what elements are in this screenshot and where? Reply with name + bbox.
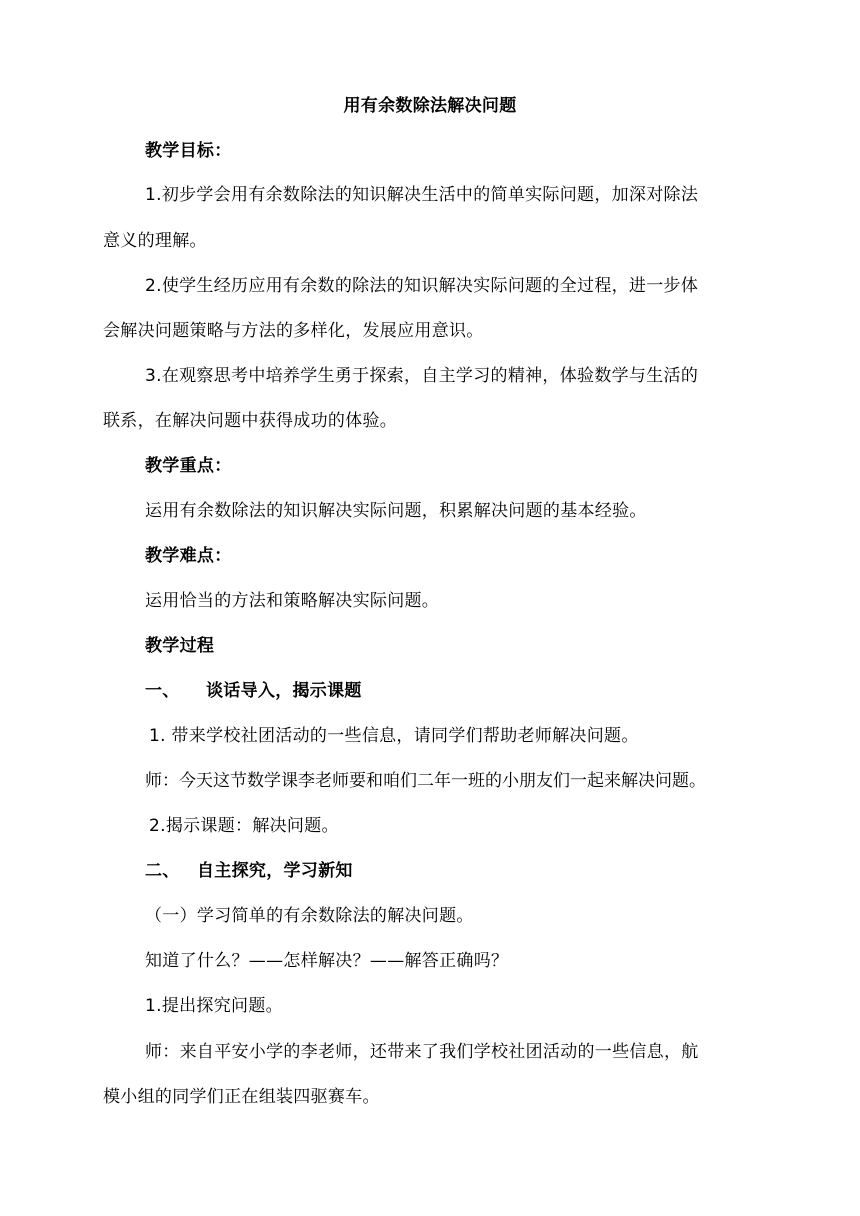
objective-1-line-2: 意义的理解。 xyxy=(103,231,207,251)
section-1-item-2: 2.揭示课题：解决问题。 xyxy=(149,816,339,836)
section-1-number: 一、 xyxy=(145,681,180,701)
difficulties-text: 运用恰当的方法和策略解决实际问题。 xyxy=(145,591,440,611)
objectives-heading: 教学目标： xyxy=(145,141,232,161)
document-title: 用有余数除法解决问题 xyxy=(343,96,517,116)
section-2-step-1: 1.提出探究问题。 xyxy=(145,996,283,1016)
section-1-title: 谈话导入，揭示课题 xyxy=(206,681,362,701)
process-heading: 教学过程 xyxy=(145,636,215,656)
objective-2-line-2: 会解决问题策略与方法的多样化，发展应用意识。 xyxy=(103,321,484,341)
section-2-title: 自主探究，学习新知 xyxy=(197,861,353,881)
section-2-teacher-line-2: 模小组的同学们正在组装四驱赛车。 xyxy=(103,1087,380,1107)
objective-3-line-1: 3.在观察思考中培养学生勇于探索，自主学习的精神，体验数学与生活的 xyxy=(145,366,699,386)
key-points-heading: 教学重点： xyxy=(145,456,232,476)
section-2-teacher-line-1: 师：来自平安小学的李老师，还带来了我们学校社团活动的一些信息，航 xyxy=(145,1042,699,1062)
section-1-teacher-line: 师：今天这节数学课李老师要和咱们二年一班的小朋友们一起来解决问题。 xyxy=(145,771,706,791)
difficulties-heading: 教学难点： xyxy=(145,546,232,566)
section-2-flow: 知道了什么？——怎样解决？——解答正确吗？ xyxy=(145,951,509,971)
objective-3-line-2: 联系，在解决问题中获得成功的体验。 xyxy=(103,411,398,431)
section-2-number: 二、 xyxy=(145,861,180,881)
section-2-sub-1: （一）学习简单的有余数除法的解决问题。 xyxy=(145,906,474,926)
section-1-item-1: 1. 带来学校社团活动的一些信息，请同学们帮助老师解决问题。 xyxy=(149,726,639,746)
objective-2-line-1: 2.使学生经历应用有余数的除法的知识解决实际问题的全过程，进一步体 xyxy=(145,276,699,296)
key-points-text: 运用有余数除法的知识解决实际问题，积累解决问题的基本经验。 xyxy=(145,501,647,521)
objective-1-line-1: 1.初步学会用有余数除法的知识解决生活中的简单实际问题，加深对除法 xyxy=(145,185,699,205)
